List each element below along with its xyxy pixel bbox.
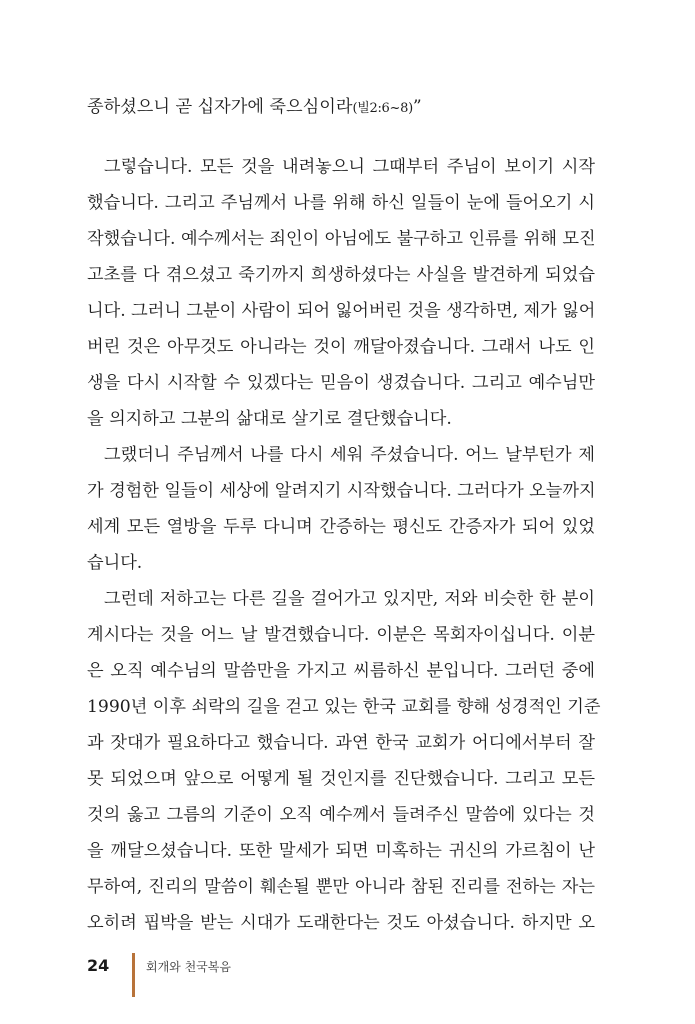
scripture-reference: (빌2:6~8) xyxy=(352,101,413,116)
body-line: 작했습니다. 예수께서는 죄인이 아님에도 불구하고 인류를 위해 모진 xyxy=(87,229,596,249)
closing-quote: ” xyxy=(412,97,422,117)
body-line: 1990년 이후 쇠락의 길을 걷고 있는 한국 교회를 향해 성경적인 기준 xyxy=(87,697,601,717)
body-line: 생을 다시 시작할 수 있겠다는 믿음이 생겼습니다. 그리고 예수님만 xyxy=(87,373,595,393)
body-line: 은 오직 예수님의 말씀만을 가지고 씨름하신 분입니다. 그러던 중에 xyxy=(87,661,595,681)
body-line: 것의 옳고 그름의 기준이 오직 예수께서 들려주신 말씀에 있다는 것 xyxy=(87,805,595,825)
quote-end-line xyxy=(87,95,595,121)
body-line: 무하여, 진리의 말씀이 훼손될 뿐만 아니라 참된 진리를 전하는 자는 xyxy=(87,877,595,897)
body-line: 을 의지하고 그분의 삶대로 살기로 결단했습니다. xyxy=(87,409,452,429)
body-line: 세계 모든 열방을 두루 다니며 간증하는 평신도 간증자가 되어 있었 xyxy=(87,517,595,537)
body-line: 못 되었으며 앞으로 어떻게 될 것인지를 진단했습니다. 그리고 모든 xyxy=(87,769,595,789)
body-line: 을 깨달으셨습니다. 또한 말세가 되면 미혹하는 귀신의 가르침이 난 xyxy=(87,841,595,861)
body-line: 오히려 핍박을 받는 시대가 도래한다는 것도 아셨습니다. 하지만 오 xyxy=(87,913,595,933)
page-number: 24 xyxy=(87,956,110,975)
body-line: 과 잣대가 필요하다고 했습니다. 과연 한국 교회가 어디에서부터 잘 xyxy=(87,733,595,753)
running-title: 회개와 천국복음 xyxy=(146,960,231,974)
body-line: 그렇습니다. 모든 것을 내려놓으니 그때부터 주님이 보이기 시작 xyxy=(104,157,595,177)
body-line: 그랬더니 주님께서 나를 다시 세워 주셨습니다. 어느 날부턴가 제 xyxy=(104,445,595,465)
body-line: 했습니다. 그리고 주님께서 나를 위해 하신 일들이 눈에 들어오기 시 xyxy=(87,193,595,213)
body-line: 버린 것은 아무것도 아니라는 것이 깨달아졌습니다. 그래서 나도 인 xyxy=(87,337,595,357)
body-line: 가 경험한 일들이 세상에 알려지기 시작했습니다. 그러다가 오늘까지 xyxy=(87,481,596,501)
body-line: 고초를 다 겪으셨고 죽기까지 희생하셨다는 사실을 발견하게 되었습 xyxy=(87,265,595,285)
body-line: 습니다. xyxy=(87,553,143,573)
body-line: 니다. 그러니 그분이 사람이 되어 잃어버린 것을 생각하면, 제가 잃어 xyxy=(87,301,596,321)
quote-end-text: 종하셨으니 곧 십자가에 죽으심이라 xyxy=(87,97,353,117)
body-line: 그런데 저하고는 다른 길을 걸어가고 있지만, 저와 비슷한 한 분이 xyxy=(104,589,595,609)
body-line: 계시다는 것을 어느 날 발견했습니다. 이분은 목회자이십니다. 이분 xyxy=(87,625,595,645)
footer-divider xyxy=(132,953,135,997)
